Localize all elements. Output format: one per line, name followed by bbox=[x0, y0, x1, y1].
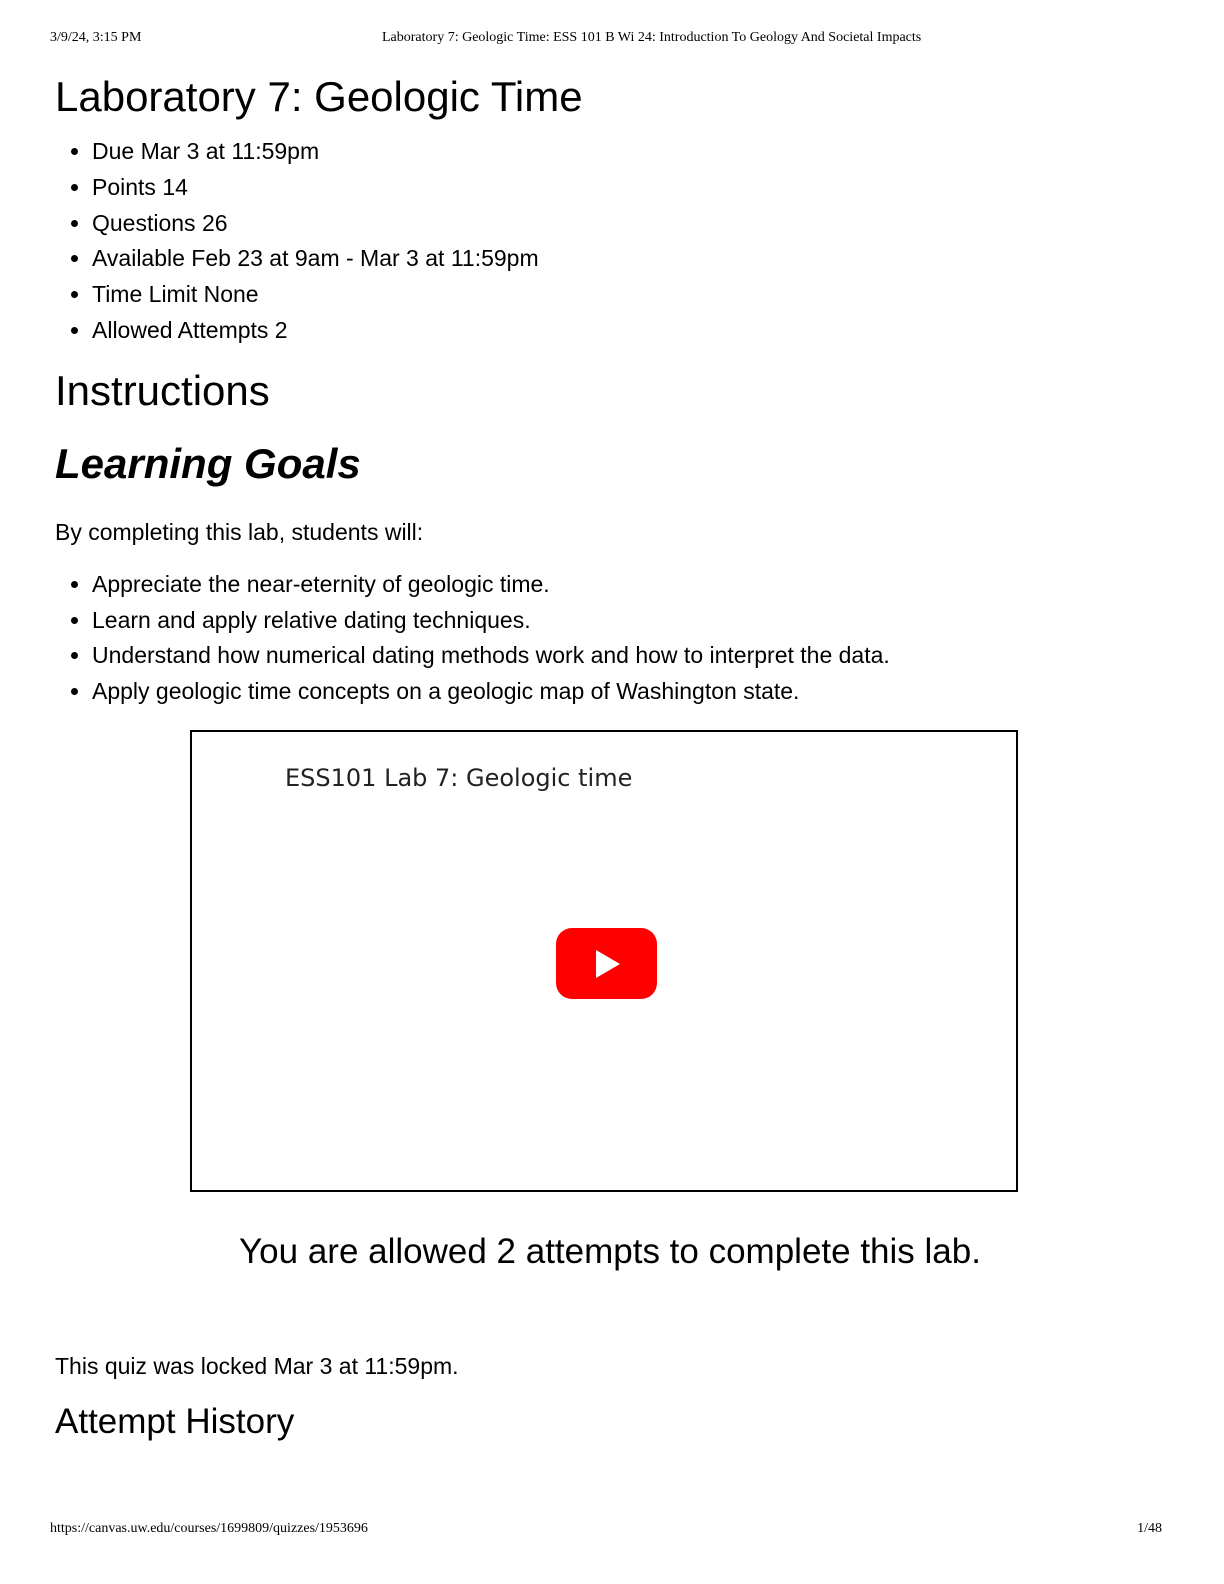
list-item: • Appreciate the near-eternity of geologic time. bbox=[92, 567, 1165, 603]
embedded-video[interactable] bbox=[190, 730, 1018, 1192]
quiz-meta-list bbox=[55, 134, 1165, 349]
print-url: https://canvas.uw.edu/courses/1699809/quizzes/1953696 bbox=[50, 1521, 368, 1536]
print-date: 3/9/24, 3:15 PM bbox=[50, 30, 142, 45]
page-title: Laboratory 7: Geologic Time bbox=[55, 73, 583, 120]
quiz-meta-available: • Available Feb 23 at 9am - Mar 3 at 11:59pm bbox=[92, 241, 1165, 277]
learning-goals-list bbox=[55, 567, 1165, 710]
quiz-meta-time-limit: • Time Limit None bbox=[92, 277, 1165, 313]
youtube-play-icon[interactable] bbox=[556, 928, 657, 999]
quiz-meta-points: • Points 14 bbox=[92, 170, 1165, 206]
locked-note: This quiz was locked Mar 3 at 11:59pm. bbox=[55, 1353, 459, 1379]
attempts-note: You are allowed 2 attempts to complete this lab. bbox=[239, 1232, 981, 1271]
quiz-meta-questions: • Questions 26 bbox=[92, 206, 1165, 242]
main-content bbox=[55, 70, 1165, 1441]
list-item: • Understand how numerical dating methods work and how to interpret the data. bbox=[92, 638, 1165, 674]
quiz-meta-allowed-attempts: • Allowed Attempts 2 bbox=[92, 313, 1165, 349]
attempt-history-heading: Attempt History bbox=[55, 1402, 295, 1441]
learning-goals-heading: Learning Goals bbox=[55, 439, 361, 487]
print-page-number: 1/48 bbox=[1137, 1521, 1162, 1536]
print-doc-title: Laboratory 7: Geologic Time: ESS 101 B Wi 24: Introduction To Geology And Societal Impacts bbox=[382, 30, 922, 45]
video-title[interactable]: ESS101 Lab 7: Geologic time bbox=[285, 764, 633, 792]
list-item: • Learn and apply relative dating techniques. bbox=[92, 603, 1165, 639]
instructions-heading: Instructions bbox=[55, 366, 270, 414]
learning-goals-intro: By completing this lab, students will: bbox=[55, 518, 424, 545]
quiz-meta-due: • Due Mar 3 at 11:59pm bbox=[92, 134, 1165, 170]
list-item: • Apply geologic time concepts on a geologic map of Washington state. bbox=[92, 674, 1165, 710]
